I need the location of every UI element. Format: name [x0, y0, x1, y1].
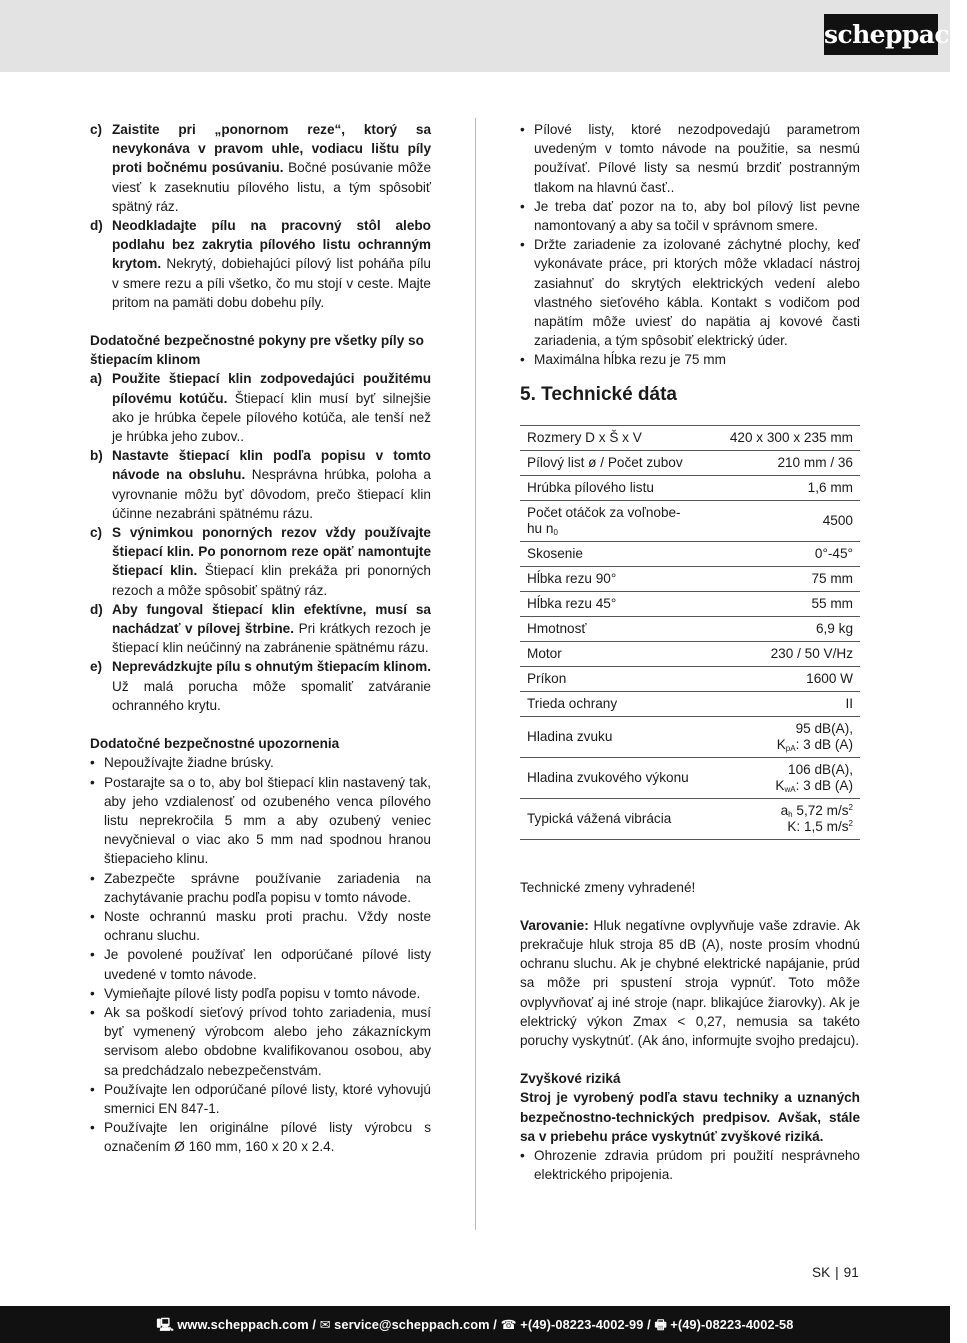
bullet-item: • Nepoužívajte žiadne brúsky.	[90, 755, 274, 771]
bullet-item: • Používajte len originálne pílové listy výrobcu s označením Ø 160 mm, 160 x 20 x 2.4.	[90, 1120, 431, 1155]
item-label: c)	[90, 122, 103, 137]
column-divider	[475, 118, 476, 1230]
table-key: Príkon	[520, 666, 710, 691]
bullet-text: Je povolené používať len odporúčané pílové listy uvedené v tomto návode.	[104, 947, 431, 982]
table-value-sub: h	[788, 809, 793, 819]
bullet-text: Vymieňajte pílové listy podľa popisu v tomto návode.	[104, 985, 421, 1001]
section-heading: Dodatočné bezpečnostné pokyny pre všetky píly so štiepacím klinom	[90, 333, 424, 368]
table-value-sub: pA	[785, 743, 796, 753]
item-text: Bočné posúvanie môže viesť k zaseknutiu pílového listu, a tým spôsobiť spätný ráz.	[112, 160, 432, 214]
item-bold: S výnimkou ponorných rezov vždy používajte štiepací klin. Po ponornom reze opäť namontujte štiepací klin.	[112, 525, 431, 579]
item-text: Pri krátkych rezoch je štiepací klin neúčinný na zabránenie spätnému rázu.	[112, 621, 431, 656]
section-heading: Zvyškové riziká	[520, 1071, 621, 1087]
bullet-item: • Je povolené používať len odporúčané pílové listy uvedené v tomto návode.	[90, 947, 431, 982]
warning-text: Hluk negatívne ovplyvňuje vaše zdravie. Ak prekračuje hluk stroja 85 dB (A), noste prosím vhodnú ochranu sluchu. Ak je chybné elektrické napájanie, prúd sa môže pri spustení stroja vypnúť. Toto môže ovplyvňovať aj iné stroje (napr. blikajúce žiarovky). Ak je elektrický výkon Zmax < 0,27, nemusia sa takéto poruchy vyskytnúť. (Ak áno, informujte svojho predajcu).	[520, 917, 860, 1049]
left-column	[90, 120, 431, 1157]
table-key-line: hu n	[527, 520, 554, 536]
item-bold: Zaistite pri „ponornom reze“, ktorý sa nevykonáva v pravom uhle, vodiacu lištu píly proti bočnému posúvaniu.	[112, 122, 431, 176]
table-row	[520, 757, 860, 798]
header-band	[0, 0, 950, 72]
bullet-text: Nepoužívajte žiadne brúsky.	[104, 755, 274, 771]
table-value: 4500	[710, 500, 860, 541]
bullet-item: • Postarajte sa o to, aby bol štiepací klin nastavený tak, aby jeho vzdialenosť od ozubeného venca pílového listu neprekročila 5 mm a aby ozubený veniec nevyčnieval o viac ako 5 mm nad spodnou hranou štiepacieho klinu.	[90, 774, 431, 867]
table-value	[710, 798, 860, 839]
footer-website[interactable]: www.scheppach.com	[177, 1317, 309, 1332]
footer-phone: +(49)-08223-4002-99	[520, 1317, 644, 1332]
table-row	[520, 716, 860, 757]
brand-logo: scheppach	[824, 14, 938, 55]
table-value-part: K: 1,5 m/s	[787, 818, 849, 834]
table-value-part: : 3 dB (A)	[795, 736, 853, 752]
table-key: Motor	[520, 641, 710, 666]
table-row	[520, 591, 860, 616]
table-row	[520, 666, 860, 691]
table-key: Skosenie	[520, 541, 710, 566]
table-value: 6,9 kg	[710, 616, 860, 641]
item-text: Nekrytý, dobiehajúci pílový list poháňa pílu v smere rezu a píli všetko, čo mu stojí v ceste. Majte pritom na pamäti dobu dobehu píly.	[112, 256, 431, 310]
bullet-item: • Zabezpečte správne používanie zariadenia na zachytávanie prachu podľa popisu v tomto návode.	[90, 870, 431, 905]
table-value: 230 / 50 V/Hz	[710, 641, 860, 666]
risk-bold-text: Stroj je vyrobený podľa stavu techniky a uznaných bezpečnostno-technických predpisov. Avšak, stále sa v priebehu práce vyskytnúť zvyškové riziká.	[520, 1090, 860, 1144]
table-value	[710, 716, 860, 757]
list-item	[90, 600, 431, 658]
table-value: 75 mm	[710, 566, 860, 591]
bullet-text: Noste ochrannú masku proti prachu. Vždy noste ochranu sluchu.	[104, 908, 431, 944]
footer-email[interactable]: service@scheppach.com	[334, 1317, 490, 1332]
table-value	[710, 757, 860, 798]
table-row	[520, 541, 860, 566]
bullet-item: • Je treba dať pozor na to, aby bol pílový list pevne namontovaný a aby sa točil v správnom smere.	[520, 198, 860, 234]
section-title: 5. Technické dáta	[520, 383, 677, 405]
bullet-item: • Používajte len odporúčané pílové listy, ktoré vyhovujú smernici EN 847-1.	[90, 1081, 431, 1116]
phone-icon: ☎︎	[500, 1317, 517, 1332]
bullet-text: Maximálna hĺbka rezu je 75 mm	[534, 352, 726, 368]
bullet-text: Postarajte sa o to, aby bol štiepací klin nastavený tak, aby jeho vzdialenosť od ozubeného venca pílového listu neprekročila 5 mm a aby ozubený veniec nevyčnieval o viac ako 5 mm nad spodnou hranou štiepacieho klinu.	[104, 774, 431, 867]
item-bold: Aby fungoval štiepací klin efektívne, musí sa nachádzať v pílovej štrbine.	[112, 601, 431, 637]
table-row	[520, 425, 860, 450]
risk-intro	[520, 1088, 860, 1146]
bullet-text: Ohrozenie zdravia prúdom pri použití nesprávneho elektrického pripojenia.	[534, 1148, 860, 1183]
bullet-item: • Noste ochrannú masku proti prachu. Vždy noste ochranu sluchu.	[90, 908, 431, 944]
item-bold: Nastavte štiepací klin podľa popisu v tomto návode na obsluhu.	[112, 448, 431, 483]
item-text: Štiepací klin musí byť silnejšie ako je hrúbka čepele pílového kotúča, ale tenší než je hrúbka jeho zubov..	[112, 390, 431, 445]
bullet-text: Používajte len originálne pílové listy výrobcu s označením Ø 160 mm, 160 x 20 x 2.4.	[104, 1120, 431, 1155]
bullet-text: Držte zariadenie za izolované záchytné plochy, keď vykonávate práce, pri ktorých môže vkladací nástroj zasiahnuť do skrytých elektrických vedení alebo vlastného sieťového kábla. Kontakt s vodičom pod napätím môže uviesť do napätia aj kovové časti zariadenia, a tým spôsobiť elektrický úder.	[534, 237, 860, 349]
footer-bar: 🖳︎ www.scheppach.com / ✉︎ service@scheppach.com / ☎︎ +(49)-08223-4002-99 / 🖶︎ +(49)-08223-4002-58	[0, 1306, 950, 1343]
table-key: Trieda ochrany	[520, 691, 710, 716]
bullet-item: • Držte zariadenie za izolované záchytné plochy, keď vykonávate práce, pri ktorých môže vkladací nástroj zasiahnuť do skrytých elektrických vedení alebo vlastného sieťového kábla. Kontakt s vodičom pod napätím môže uviesť do napätia aj kovové časti zariadenia, a tým spôsobiť elektrický úder.	[520, 237, 860, 349]
list-item	[90, 120, 431, 216]
tech-data-table	[520, 425, 860, 840]
page-number: SK | 91	[812, 1265, 859, 1280]
table-key: Hĺbka rezu 90°	[520, 566, 710, 591]
table-value-part: K	[776, 736, 786, 752]
list-item	[90, 216, 431, 312]
table-key-sub: 0	[553, 527, 558, 537]
page-language: SK	[812, 1265, 831, 1280]
warning-label: Varovanie:	[520, 917, 589, 933]
bullet-text: Ak sa poškodí sieťový prívod tohto zariadenia, musí byť vymenený výrobcom alebo jeho zákazníckym servisom alebo obdobne kvalifikovanou osobou, aby sa predchádzalo nebezpečenstvám.	[104, 1004, 431, 1078]
list-item	[90, 369, 431, 446]
table-value-sup: 2	[848, 802, 853, 812]
item-label: a)	[90, 371, 103, 387]
item-bold: Neprevádzkujte pílu s ohnutým štiepacím klinom.	[112, 659, 431, 675]
table-row	[520, 500, 860, 541]
table-key	[520, 500, 710, 541]
table-row	[520, 798, 860, 839]
table-key: Pílový list ø / Počet zubov	[520, 450, 710, 475]
page-number-value: 91	[843, 1265, 859, 1280]
table-value-line: 95 dB(A),	[795, 720, 853, 736]
item-bold: Neodkladajte pílu na pracovný stôl alebo podlahu bez zakrytia pílového listu ochranným krytom.	[112, 218, 431, 272]
table-value: II	[710, 691, 860, 716]
bullet-item: • Pílové listy, ktoré nezodpovedajú parametrom uvedeným v tomto návode na použitie, sa nesmú používať. Pílové listy sa nesmú brzdiť postranným tlakom na hlavnú časť..	[520, 122, 860, 195]
table-value-sup: 2	[848, 818, 853, 828]
table-value: 1600 W	[710, 666, 860, 691]
bullet-item: • Maximálna hĺbka rezu je 75 mm	[520, 352, 726, 368]
table-row	[520, 475, 860, 500]
table-key: Typická vážená vibrácia	[520, 798, 710, 839]
bullet-item: • Ak sa poškodí sieťový prívod tohto zariadenia, musí byť vymenený výrobcom alebo jeho zákazníckym servisom alebo obdobne kvalifikovanou osobou, aby sa predchádzalo nebezpečenstvám.	[90, 1004, 431, 1078]
item-text: Nesprávna hrúbka, poloha a vyrovnanie môžu byť dôvodom, prečo štiepací klin účinne nezabráni spätnému rázu.	[112, 467, 431, 521]
bullet-item: • Vymieňajte pílové listy podľa popisu v tomto návode.	[90, 985, 421, 1001]
item-label: e)	[90, 659, 103, 675]
table-value-part: a	[780, 802, 789, 818]
table-row	[520, 641, 860, 666]
table-key: Hrúbka pílového listu	[520, 475, 710, 500]
table-value: 0°-45°	[710, 541, 860, 566]
list-item	[90, 446, 431, 523]
list-item	[90, 523, 431, 600]
bullet-text: Pílové listy, ktoré nezodpovedajú parametrom uvedeným v tomto návode na použitie, sa nesmú používať. Pílové listy sa nesmú brzdiť postranným tlakom na hlavnú časť..	[534, 122, 860, 195]
bullet-text: Zabezpečte správne používanie zariadenia na zachytávanie prachu podľa popisu v tomto návode.	[104, 870, 431, 905]
item-label: b)	[90, 448, 103, 464]
item-bold: Použite štiepací klin zodpovedajúci použitému pílovému kotúču.	[112, 371, 431, 406]
section-heading: Dodatočné bezpečnostné upozornenia	[90, 736, 340, 752]
table-value-line: 106 dB(A),	[788, 761, 853, 777]
bullet-item: • Ohrozenie zdravia prúdom pri použití nesprávneho elektrického pripojenia.	[520, 1148, 860, 1183]
table-row	[520, 616, 860, 641]
table-value: 420 x 300 x 235 mm	[710, 425, 860, 450]
item-text: Štiepací klin prekáža pri ponorných rezoch a môže spôsobiť spätný ráz.	[112, 563, 431, 598]
item-label: d)	[90, 601, 103, 617]
table-value-part: : 3 dB (A)	[795, 777, 853, 793]
table-value: 210 mm / 36	[710, 450, 860, 475]
table-row	[520, 450, 860, 475]
item-label: d)	[90, 218, 103, 234]
table-value-part: K	[775, 777, 785, 793]
right-column	[520, 120, 860, 1184]
list-item	[90, 657, 431, 715]
item-text: Už malá porucha môže spomaliť zatváranie ochranného krytu.	[112, 678, 431, 713]
table-value: 1,6 mm	[710, 475, 860, 500]
computer-icon: 🖳︎	[156, 1317, 174, 1332]
table-value-sub: wA	[784, 784, 796, 794]
table-key: Rozmery D x Š x V	[520, 425, 710, 450]
footer-fax: +(49)-08223-4002-58	[670, 1317, 794, 1332]
mail-icon: ✉︎	[319, 1317, 331, 1332]
table-value-part: 5,72 m/s	[792, 802, 849, 818]
table-key: Hladina zvukového výkonu	[520, 757, 710, 798]
table-key: Hladina zvuku	[520, 716, 710, 757]
table-key-line: Počet otáčok za voľnobe-	[527, 504, 681, 520]
fax-icon: 🖶︎	[654, 1317, 667, 1332]
table-key: Hĺbka rezu 45°	[520, 591, 710, 616]
table-value: 55 mm	[710, 591, 860, 616]
table-row	[520, 566, 860, 591]
bullet-text: Je treba dať pozor na to, aby bol pílový list pevne namontovaný a aby sa točil v správnom smere.	[534, 198, 860, 234]
technical-changes-note: Technické zmeny vyhradené!	[520, 879, 696, 895]
table-row	[520, 691, 860, 716]
warning-paragraph	[520, 916, 860, 1050]
item-label: c)	[90, 525, 103, 541]
table-key: Hmotnosť	[520, 616, 710, 641]
bullet-text: Používajte len odporúčané pílové listy, ktoré vyhovujú smernici EN 847-1.	[104, 1081, 431, 1116]
